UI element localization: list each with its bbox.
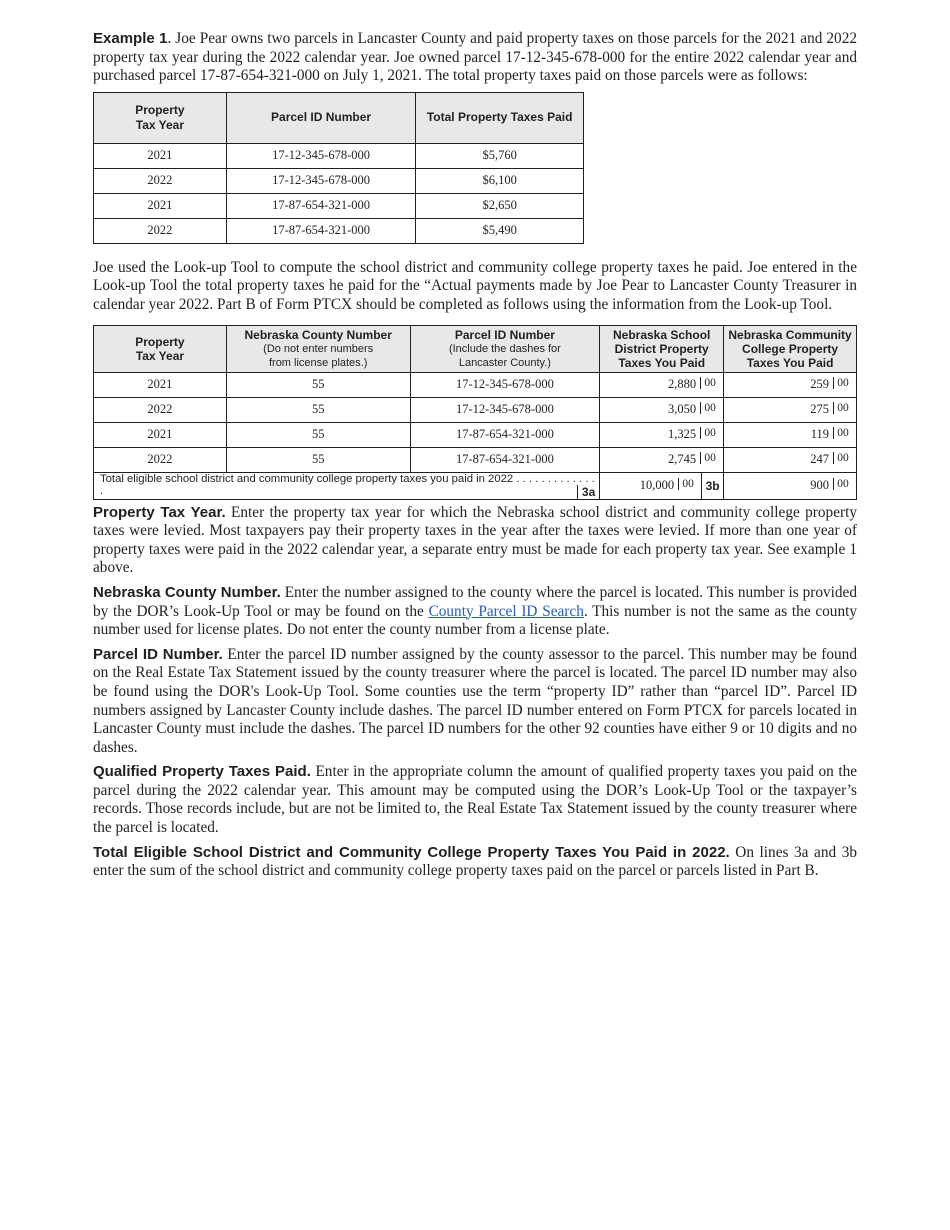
header-school-district-taxes: Nebraska School District Property Taxes You Paid	[600, 325, 724, 372]
cell-year: 2021	[94, 193, 227, 218]
lookup-tool-paragraph: Joe used the Look-up Tool to compute the school district and community college property taxes he paid. Joe entered in the Look-up Tool the total property taxes he paid for the “Actual payments made by Joe Pear to Lancaster County Treasurer in calendar year 2022. Part B of Form PTCX should be completed as follows using the information from the Look-up Tool.	[93, 258, 857, 313]
cell-total: $6,100	[416, 168, 584, 193]
cell-school-taxes: 2,745 00	[600, 447, 724, 472]
header-property-tax-year: Property Tax Year	[94, 325, 227, 372]
total-eligible-section	[93, 844, 857, 881]
cell-college-taxes: 275 00	[724, 397, 857, 422]
table-row	[94, 218, 584, 243]
example-1-paragraph	[93, 30, 857, 86]
cell-year: 2021	[94, 372, 227, 397]
table-header-row	[94, 325, 857, 372]
section-text: On lines 3a and 3b enter the sum of the school district and community college property taxes paid on the parcel or parcels listed in Part B.	[93, 843, 857, 880]
county-number-section	[93, 584, 857, 640]
cell-school-taxes: 2,880 00	[600, 372, 724, 397]
cell-parcel: 17-87-654-321-000	[226, 193, 416, 218]
header-parcel-id: Parcel ID Number	[226, 92, 416, 143]
section-text: Enter the parcel ID number assigned by the county assessor to the parcel. This number may be found on the Real Estate Tax Statement issued by the county treasurer where the parcel is located. The parcel ID number may also be found using the DOR's Look-Up Tool. Some counties use the term “property ID” rather than “parcel ID”. Parcel ID numbers assigned by Lancaster County include dashes. The parcel ID number entered on Form PTCX for parcels located in Lancaster County must include the dashes. The parcel ID numbers for the other 92 counties have either 9 or 10 digits and no dashes.	[93, 645, 857, 756]
cell-year: 2022	[94, 218, 227, 243]
cell-county: 55	[226, 422, 410, 447]
total-label: Total eligible school district and community college property taxes you paid in 2022 . . . . . . . . . . . . . . 3a	[94, 472, 600, 499]
qualified-taxes-section	[93, 763, 857, 837]
instructions-content	[93, 30, 857, 881]
cell-county: 55	[226, 372, 410, 397]
cell-county: 55	[226, 397, 410, 422]
header-property-tax-year: Property Tax Year	[94, 92, 227, 143]
parcel-id-section	[93, 646, 857, 758]
line-3b-label: 3b	[702, 472, 724, 499]
cell-county: 55	[226, 447, 410, 472]
cell-total: $5,490	[416, 218, 584, 243]
header-county-number: Nebraska County Number (Do not enter numbers from license plates.)	[226, 325, 410, 372]
table-row	[94, 372, 857, 397]
section-heading: Qualified Property Taxes Paid.	[93, 763, 311, 781]
line-3a-label: 3a	[577, 485, 599, 499]
property-taxes-paid-table	[93, 92, 584, 244]
table-row	[94, 422, 857, 447]
county-parcel-id-search-link[interactable]: County Parcel ID Search	[428, 602, 584, 620]
cell-college-taxes: 259 00	[724, 372, 857, 397]
cell-school-taxes: 1,325 00	[600, 422, 724, 447]
cell-total: $5,760	[416, 143, 584, 168]
cell-parcel: 17-12-345-678-000	[226, 168, 416, 193]
section-text: Enter in the appropriate column the amount of qualified property taxes you paid on the parcel during the 2022 calendar year. This amount may be computed using the DOR’s Look-Up Tool or the taxpayer’s records. Those records include, but are not be limited to, the Real Estate Tax Statement issued by the county treasurer where the parcel is located.	[93, 763, 858, 837]
property-tax-year-section	[93, 504, 857, 578]
cell-year: 2022	[94, 168, 227, 193]
cell-parcel: 17-87-654-321-000	[410, 447, 600, 472]
cell-year: 2022	[94, 397, 227, 422]
table-row	[94, 168, 584, 193]
cell-year: 2021	[94, 422, 227, 447]
cell-parcel: 17-12-345-678-000	[410, 372, 600, 397]
section-heading: Nebraska County Number.	[93, 583, 281, 601]
example-1-text: . Joe Pear owns two parcels in Lancaster County and paid property taxes on those parcels for the 2021 and 2022 property tax year during the 2022 calendar year. Joe owned parcel 17-12-345-678-000 for the entire 2022 calendar year and purchased parcel 17-87-654-321-000 on July 1, 2021. The total property taxes paid on those parcels were as follows:	[93, 30, 857, 85]
example-1-label: Example 1	[93, 30, 168, 47]
total-school-taxes: 10,000 00	[600, 472, 702, 499]
header-total-taxes-paid: Total Property Taxes Paid	[416, 92, 584, 143]
section-heading: Property Tax Year.	[93, 503, 226, 521]
table-header-row	[94, 92, 584, 143]
cell-parcel: 17-87-654-321-000	[410, 422, 600, 447]
part-b-example-table	[93, 325, 857, 500]
section-text: Enter the property tax year for which the Nebraska school district and community college property taxes were levied. Most taxpayers pay their property taxes in the year after the taxes were levied. If more than one year of property taxes were paid in the 2022 calendar year, a separate entry must be made for each property tax year. See example 1 above.	[93, 503, 857, 577]
cell-year: 2021	[94, 143, 227, 168]
cell-parcel: 17-12-345-678-000	[226, 143, 416, 168]
table-row	[94, 447, 857, 472]
section-heading: Total Eligible School District and Community College Property Taxes You Paid in 2022.	[93, 843, 730, 861]
cell-college-taxes: 119 00	[724, 422, 857, 447]
table-row	[94, 397, 857, 422]
cell-college-taxes: 247 00	[724, 447, 857, 472]
header-community-college-taxes: Nebraska Community College Property Taxes You Paid	[724, 325, 857, 372]
total-college-taxes: 900 00	[724, 472, 857, 499]
cell-year: 2022	[94, 447, 227, 472]
table-row	[94, 193, 584, 218]
total-row	[94, 472, 857, 499]
cell-parcel: 17-12-345-678-000	[410, 397, 600, 422]
table-row	[94, 143, 584, 168]
section-text: Enter the number assigned to the county where the parcel is located. This number is provided by the DOR’s Look-Up Tool or may be found on the	[93, 583, 857, 620]
section-text: . This number is not the same as the county number used for license plates. Do not enter the county number from a license plate.	[93, 602, 857, 639]
cell-total: $2,650	[416, 193, 584, 218]
cell-school-taxes: 3,050 00	[600, 397, 724, 422]
header-parcel-id: Parcel ID Number (Include the dashes for Lancaster County.)	[410, 325, 600, 372]
section-heading: Parcel ID Number.	[93, 645, 223, 663]
cell-parcel: 17-87-654-321-000	[226, 218, 416, 243]
